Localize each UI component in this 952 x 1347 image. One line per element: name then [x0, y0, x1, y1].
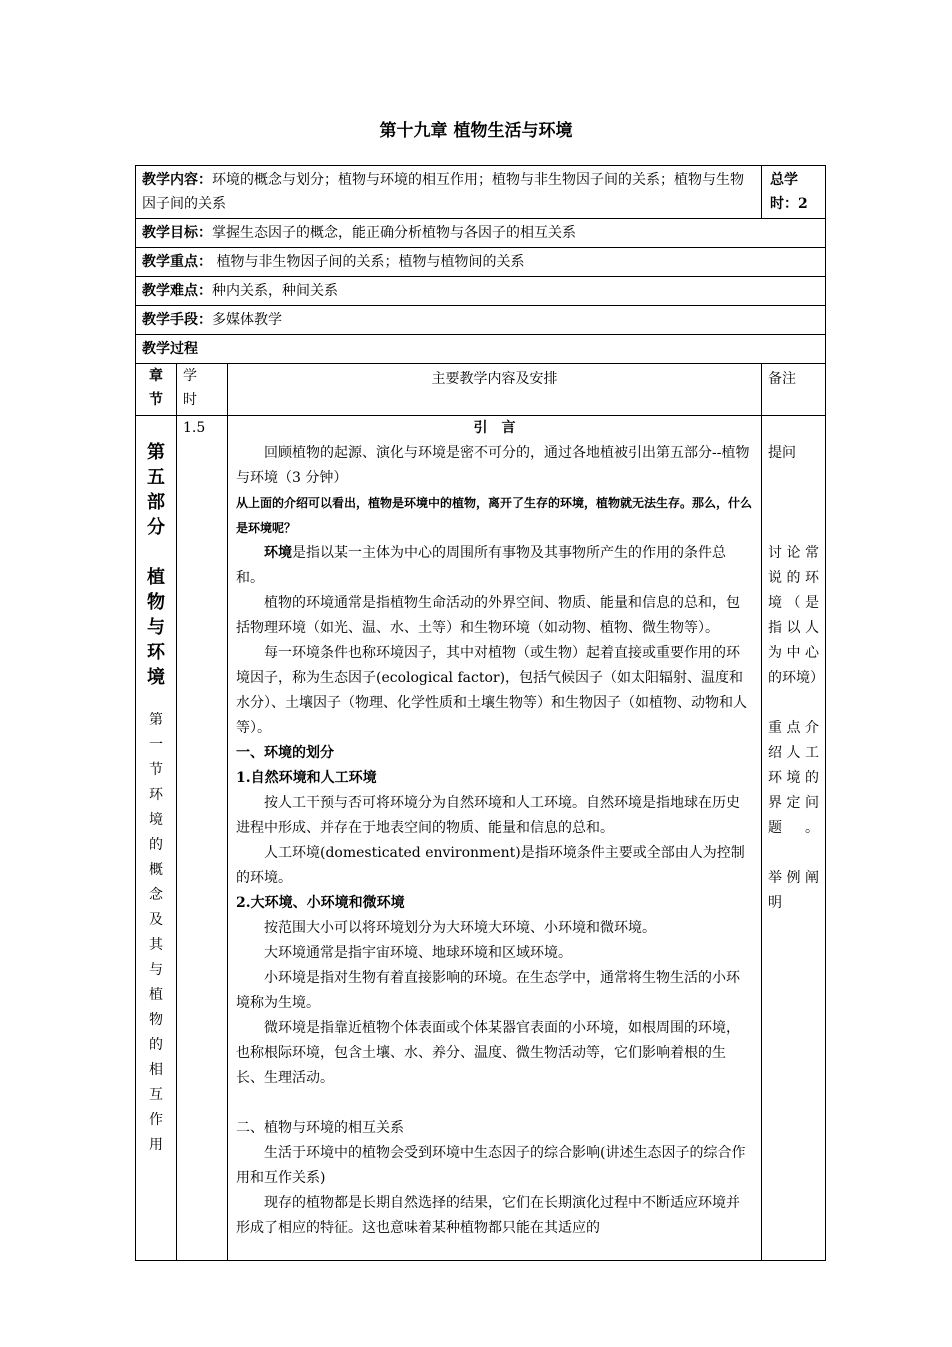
heading-1: 一、环境的划分 [236, 745, 334, 761]
section-title-char: 与 [149, 962, 163, 978]
paragraph: 生活于环境中的植物会受到环境中生态因子的综合影响(讲述生态因子的综合作用和互作关系) [236, 1145, 746, 1186]
section-title-char: 的 [149, 1037, 163, 1053]
paragraph: 小环境是指对生物有着直接影响的环境。在生态学中，通常将生物生活的小环境称为生境。 [236, 970, 740, 1011]
content-row: 教学内容：环境的概念与划分；植物与环境的相互作用；植物与非生物因子间的关系；植物与生物因子间的关系 总学时：2 [136, 166, 826, 219]
key-row: 教学重点： 植物与非生物因子间的关系；植物与植物间的关系 [136, 248, 826, 277]
part-title-char: 植 [147, 567, 165, 588]
heading-1-2: 2.大环境、小环境和微环境 [236, 895, 405, 911]
difficulty-row: 教学难点：种内关系，种间关系 [136, 277, 826, 306]
hours-cell [177, 416, 228, 1261]
paragraph: 按范围大小可以将环境划分为大环境大环境、小环境和微环境。 [264, 920, 656, 936]
part-title-char: 物 [147, 592, 165, 613]
note-3: 重点介绍人工环境的界定问题。 [768, 720, 819, 836]
content-text: 环境的概念与划分；植物与环境的相互作用；植物与非生物因子间的关系；植物与生物因子间的关系 [142, 172, 744, 212]
paragraph: 植物的环境通常是指植物生命活动的外界空间、物质、能量和信息的总和，包括物理环境（如光、温、水、土等）和生物环境（如动物、植物、微生物等）。 [236, 595, 740, 636]
section-title-char: 节 [149, 762, 163, 778]
section-title-char: 一 [149, 737, 163, 753]
section-title-char: 念 [149, 887, 163, 903]
section-title-char: 用 [149, 1137, 163, 1153]
key-label: 教学重点 [142, 254, 198, 270]
intro-title: 引 言 [473, 420, 516, 436]
section-title-char: 环 [149, 787, 163, 803]
column-header-row [136, 364, 826, 416]
method-row: 教学手段：多媒体教学 [136, 306, 826, 335]
process-row [136, 335, 826, 364]
main-content [228, 416, 762, 1261]
goal-row: 教学目标：掌握生态因子的概念，能正确分析植物与各因子的相互关系 [136, 219, 826, 248]
note-2: 讨论常说的环境（是指以人为中心的环境） [768, 545, 824, 686]
part-title-char: 与 [147, 617, 165, 638]
section-title-char: 其 [149, 937, 163, 953]
hours-value: 1.5 [183, 420, 206, 436]
section-title-char: 及 [149, 912, 163, 928]
section-title-char: 物 [149, 1012, 163, 1028]
paragraph: 按人工干预与否可将环境分为自然环境和人工环境。自然环境是指地球在历史进程中形成、并存在于地表空间的物质、能量和信息的总和。 [236, 795, 740, 836]
difficulty-label: 教学难点 [142, 283, 198, 299]
term-environment: 环境 [264, 545, 292, 561]
heading-2: 二、植物与环境的相互关系 [236, 1120, 404, 1136]
section-title [136, 708, 176, 1158]
paragraph-bold: 从上面的介绍可以看出，植物是环境中的植物，离开了生存的环境，植物就无法生存。那么，什么是环境呢？ [236, 496, 753, 535]
part-title-char: 环 [147, 642, 165, 663]
section-title-char: 概 [149, 862, 163, 878]
note-1: 提问 [768, 445, 796, 461]
chapter-cell [136, 416, 177, 1261]
paragraph: 现存的植物都是长期自然选择的结果，它们在长期演化过程中不断适应环境并形成了相应的特征。这也意味着某种植物都只能在其适应的 [236, 1195, 740, 1236]
paragraph: 回顾植物的起源、演化与环境是密不可分的，通过各地植被引出第五部分--植物与环境（3 分钟） [236, 445, 750, 486]
key-text: 植物与非生物因子间的关系；植物与植物间的关系 [216, 254, 525, 270]
paragraph: 微环境是指靠近植物个体表面或个体某器官表面的小环境，如根周围的环境，也称根际环境，包含土壤、水、养分、温度、微生物活动等，它们影响着根的生长、生理活动。 [236, 1020, 740, 1086]
part-title-char: 分 [147, 517, 165, 538]
chapter-header: 章 节 [136, 364, 177, 416]
note-cell [762, 416, 826, 1261]
hours-header: 学 时 [177, 364, 228, 416]
main-header: 主要教学内容及安排 [228, 364, 762, 416]
content-body-row [136, 416, 826, 1261]
section-title-char: 作 [149, 1112, 163, 1128]
goal-text: 掌握生态因子的概念，能正确分析植物与各因子的相互关系 [212, 225, 576, 241]
section-title-char: 植 [149, 987, 163, 1003]
part-title-char: 五 [147, 467, 165, 488]
lesson-plan-table [135, 165, 826, 1261]
part-title-char [136, 540, 176, 565]
part-title-char: 境 [147, 667, 165, 688]
goal-label: 教学目标 [142, 225, 198, 241]
method-text: 多媒体教学 [212, 312, 282, 328]
difficulty-text: 种内关系，种间关系 [212, 283, 338, 299]
note-4: 举例阐明 [768, 870, 819, 911]
paragraph: 人工环境(domesticated environment)是指环境条件主要或全部由人为控制的环境。 [236, 845, 745, 886]
process-label: 教学过程 [136, 335, 826, 364]
section-title-char: 境 [149, 812, 163, 828]
paragraph: 每一环境条件也称环境因子，其中对植物（或生物）起着直接或重要作用的环境因子，称为生态因子(ecological factor)，包括气候因子（如太阳辐射、温度和水分）、土壤因子（物理、化学性质和土壤生物等）和生物因子（如植物、动物和人等）。 [236, 645, 747, 736]
method-label: 教学手段 [142, 312, 198, 328]
note-header: 备注 [762, 364, 826, 416]
part-title-char: 部 [147, 492, 165, 513]
section-title-char: 互 [149, 1087, 163, 1103]
section-title-char: 的 [149, 837, 163, 853]
section-title-char: 第 [149, 712, 163, 728]
total-hours: 总学时：2 [762, 166, 826, 219]
part-title [136, 440, 176, 690]
paragraph: 大环境通常是指宇宙环境、地球环境和区域环境。 [264, 945, 572, 961]
section-title-char: 相 [149, 1062, 163, 1078]
part-title-char: 第 [147, 442, 165, 463]
page-title: 第十九章 植物生活与环境 [379, 121, 573, 141]
paragraph: 环境是指以某一主体为中心的周围所有事物及其事物所产生的作用的条件总和。 [236, 545, 726, 586]
content-label: 教学内容 [142, 172, 198, 188]
heading-1-1: 1.自然环境和人工环境 [236, 770, 377, 786]
